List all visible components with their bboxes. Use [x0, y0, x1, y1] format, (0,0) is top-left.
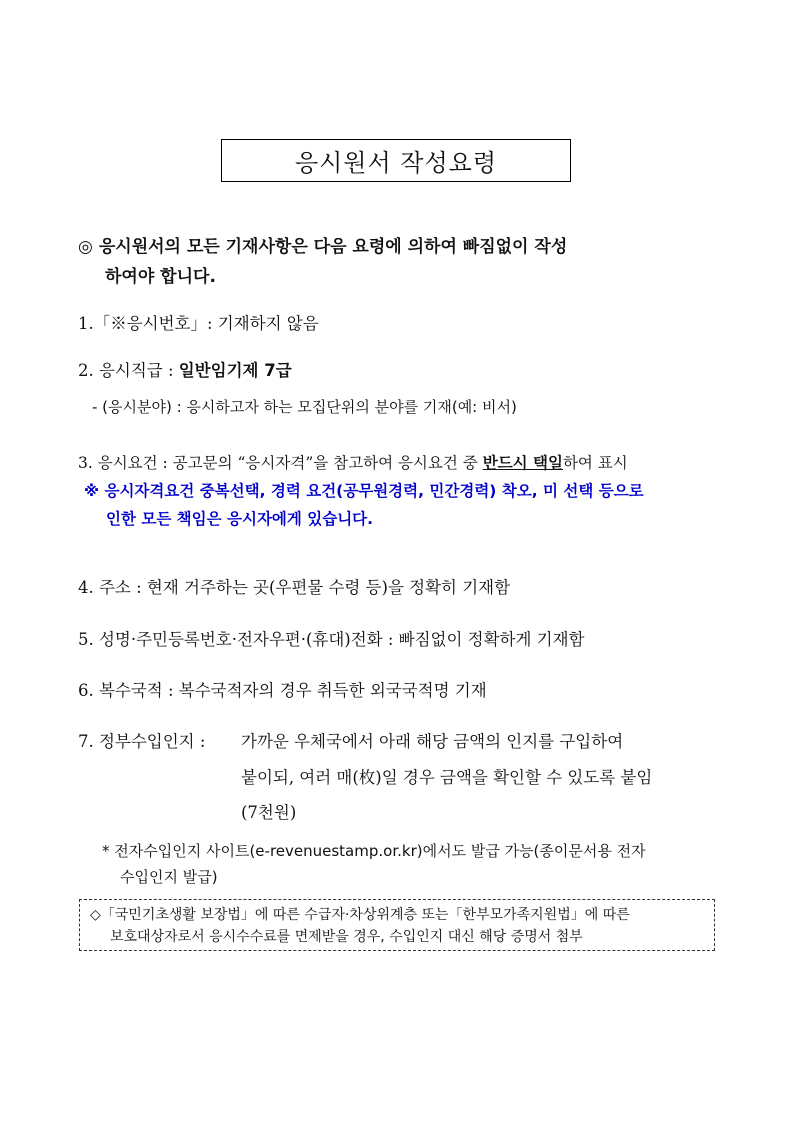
page-title-text: 응시원서 작성요령: [294, 149, 498, 177]
item-6: 6. 복수국적 : 복수국적자의 경우 취득한 외국국적명 기재: [78, 681, 487, 700]
item-2-sub: - (응시분야) : 응시하고자 하는 모집단위의 분야를 기재(예: 비서): [92, 398, 517, 416]
item-3-emphasis: 반드시 택일: [482, 454, 563, 472]
item-7-label: 7. 정부수입인지 :: [78, 732, 206, 751]
exemption-notice-box: [79, 899, 715, 951]
item-7-note-line-1: * 전자수입인지 사이트(e-revenuestamp.or.kr)에서도 발급 가능(종이문서용 전자: [102, 842, 646, 860]
item-1: 1.「※응시번호」: 기재하지 않음: [78, 314, 319, 333]
page-title: [221, 139, 571, 182]
item-7-line-1: 가까운 우체국에서 아래 해당 금액의 인지를 구입하여: [241, 732, 624, 751]
item-2-value: 일반임기제 7급: [178, 361, 292, 380]
item-2: [78, 357, 292, 381]
item-3: [78, 451, 628, 473]
item-7-note-line-2: 수입인지 발급): [120, 868, 218, 886]
intro-paragraph: [78, 232, 723, 292]
intro-line-1: 응시원서의 모든 기재사항은 다음 요령에 의하여 빠짐없이 작성: [98, 237, 568, 257]
item-2-prefix: 2. 응시직급 :: [78, 361, 179, 380]
box-line-1: ◇「국민기초생활 보장법」에 따른 수급자·차상위계층 또는「한부모가족지원법」에 따른: [90, 907, 630, 923]
intro-line-2: 하여야 합니다.: [105, 267, 216, 287]
item-7-line-3: (7천원): [241, 803, 297, 822]
item-4: 4. 주소 : 현재 거주하는 곳(우편물 수령 등)을 정확히 기재함: [78, 578, 511, 597]
item-7-line-2: 붙이되, 여러 매(枚)일 경우 금액을 확인할 수 있도록 붙임: [241, 768, 653, 787]
item-5: 5. 성명·주민등록번호·전자우편·(휴대)전화 : 빠짐없이 정확하게 기재함: [78, 630, 585, 649]
item-3-notice: [84, 477, 644, 533]
double-circle-icon: ◎: [78, 237, 93, 257]
item-3-prefix: 3. 응시요건 : 공고문의 “응시자격”을 참고하여 응시요건 중: [78, 454, 483, 472]
item-3-suffix: 하여 표시: [562, 454, 628, 472]
notice-line-2: 인한 모든 책임은 응시자에게 있습니다.: [106, 510, 374, 528]
box-line-2: 보호대상자로서 응시수수료를 면제받을 경우, 수입인지 대신 해당 증명서 첨부: [110, 929, 583, 945]
notice-line-1: ※ 응시자격요건 중복선택, 경력 요건(공무원경력, 민간경력) 착오, 미 선택 등으로: [84, 482, 644, 500]
